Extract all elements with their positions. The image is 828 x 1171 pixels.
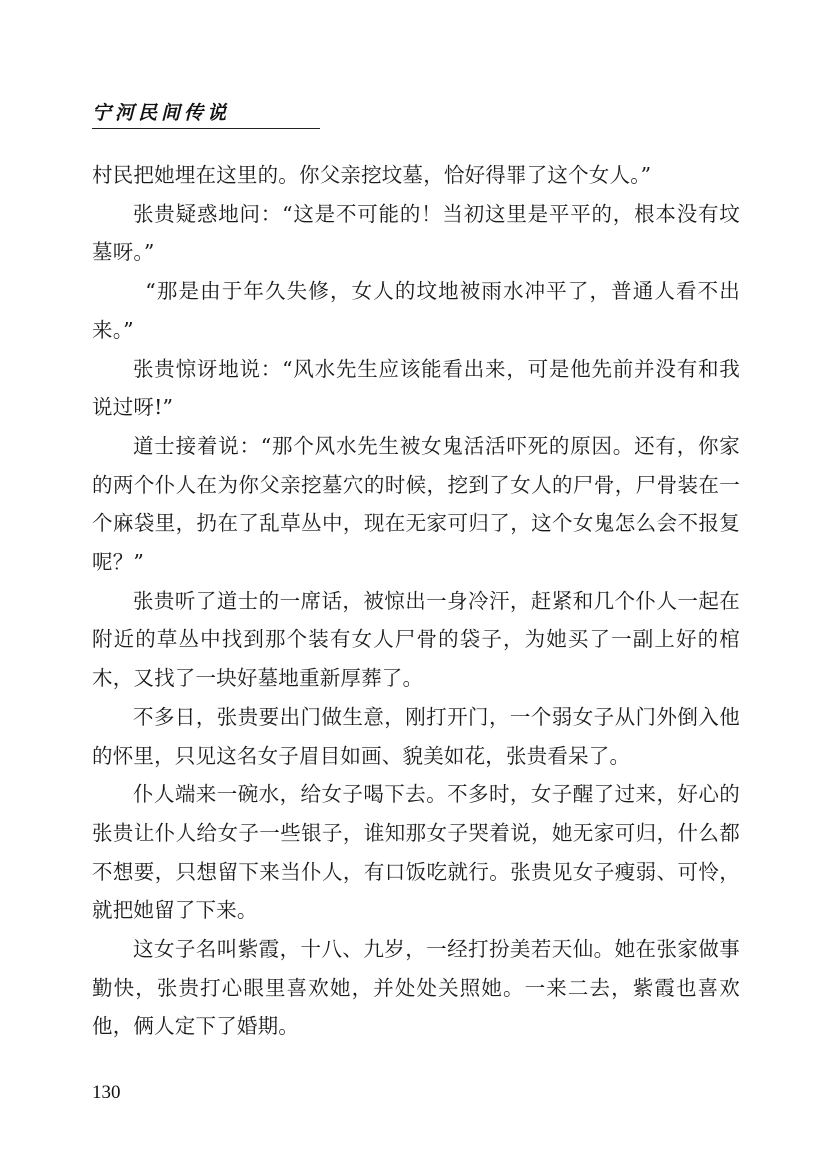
paragraph: 这女子名叫紫霞，十八、九岁，一经打扮美若天仙。她在张家做事勤快，张贵打心眼里喜欢她，并处处关照她。一来二去，紫霞也喜欢他，俩人定下了婚期。: [92, 937, 740, 1039]
running-header: [92, 100, 320, 129]
paragraph: 道士接着说：“那个风水先生被女鬼活活吓死的原因。还有，你家的两个仆人在为你父亲挖墓穴的时候，挖到了女人的尸骨，尸骨装在一个麻袋里，扔在了乱草丛中，现在无家可归了，这个女鬼怎么会不报复呢？”: [92, 433, 740, 575]
paragraph: “那是由于年久失修，女人的坟地被雨水冲平了，普通人看不出来。”: [92, 279, 740, 342]
paragraph: 不多日，张贵要出门做生意，刚打开门，一个弱女子从门外倒入他的怀里，只见这名女子眉目如画、貌美如花，张贵看呆了。: [92, 704, 740, 768]
paragraph: 村民把她埋在这里的。你父亲挖坟墓，恰好得罪了这个女人。”: [92, 163, 652, 187]
paragraph: 张贵疑惑地问：“这是不可能的！当初这里是平平的，根本没有坟墓呀。”: [92, 201, 740, 265]
paragraph: 张贵惊讶地说：“风水先生应该能看出来，可是他先前并没有和我说过呀!”: [92, 356, 740, 420]
page-number: 130: [92, 1082, 121, 1103]
paragraph: 仆人端来一碗水，给女子喝下去。不多时，女子醒了过来，好心的张贵让仆人给女子一些银子，谁知那女子哭着说，她无家可归，什么都不想要，只想留下来当仆人，有口饭吃就行。张贵见女子瘦弱、可怜，就把她留了下来。: [92, 782, 740, 923]
book-title: 宁河民间传说: [92, 102, 231, 124]
body-text: [92, 156, 740, 1046]
paragraph: 张贵听了道士的一席话，被惊出一身冷汗，赶紧和几个仆人一起在附近的草丛中找到那个装有女人尸骨的袋子，为她买了一副上好的棺木，又找了一块好墓地重新厚葬了。: [92, 588, 740, 691]
